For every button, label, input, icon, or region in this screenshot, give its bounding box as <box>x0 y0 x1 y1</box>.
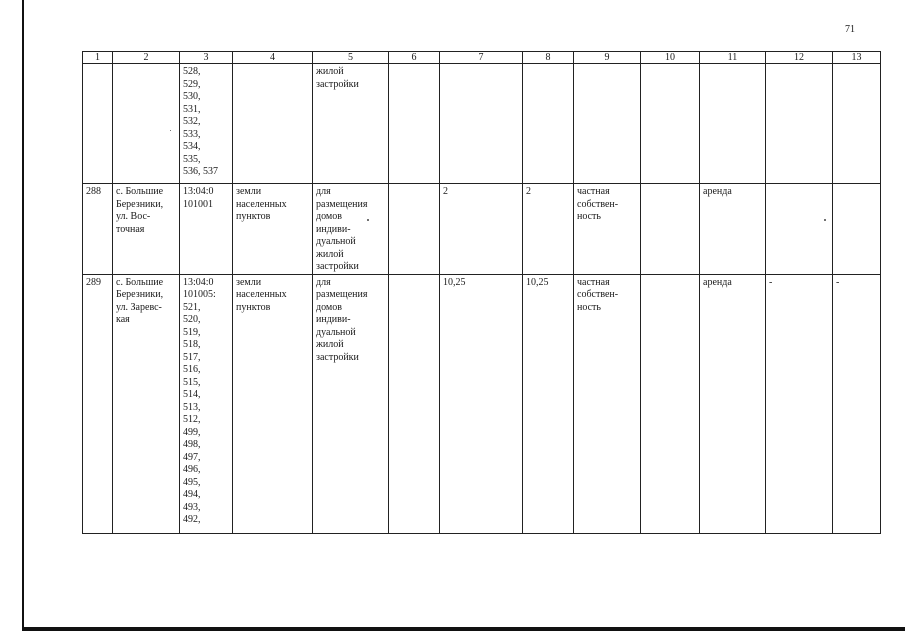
cell-text-line: пунктов <box>236 211 271 222</box>
column-number: 7 <box>440 52 523 64</box>
cell-text-line: дуальной <box>316 326 356 338</box>
table-cell <box>440 274 523 533</box>
cell-text-line: для <box>316 276 331 288</box>
cell-text-line: жилой <box>316 66 344 77</box>
table-cell <box>574 64 641 184</box>
cell-text-line: 515, <box>183 376 201 388</box>
cell-text-line: 513, <box>183 401 201 413</box>
cell-text-line: домов <box>316 211 342 222</box>
cell-text-line: собствен- <box>577 289 619 300</box>
cell-text-line: жилой <box>316 339 344 350</box>
cell-text-line: 528, <box>183 66 201 77</box>
cell-text-line: 535, <box>183 153 201 165</box>
cell-text-line: точная <box>116 223 145 235</box>
cell-text-line: индиви- <box>316 314 351 325</box>
cell-text-line: жилой <box>316 248 344 260</box>
table-cell <box>440 184 523 275</box>
table-cell <box>574 274 641 533</box>
table-cell <box>833 274 881 533</box>
cell-text-line: 532, <box>183 116 201 127</box>
cell-text-line: 512, <box>183 414 201 425</box>
cell-text-line: 517, <box>183 351 201 363</box>
cell-text-line: застройки <box>316 351 359 363</box>
table-cell <box>313 64 389 184</box>
cell-text-line: 521, <box>183 301 201 313</box>
cell-text-line: 101001 <box>183 198 213 210</box>
table-cell <box>574 184 641 275</box>
cell-text-line: 493, <box>183 501 201 513</box>
page-number: 71 <box>845 24 855 35</box>
cell-text-line: дуальной <box>316 236 356 247</box>
table-cell <box>833 184 881 275</box>
table-cell <box>83 64 113 184</box>
cell-text-line: 10,25 <box>443 276 466 288</box>
cell-text-line: - <box>769 276 773 288</box>
cell-text-line: 519, <box>183 326 201 338</box>
cell-text-line: частная <box>577 276 610 288</box>
table-cell <box>113 274 180 533</box>
cell-text-line: размещения <box>316 198 368 210</box>
cell-text-line: 536, 537 <box>183 166 218 177</box>
table-cell <box>641 184 700 275</box>
cell-text-line: с. Большие <box>116 186 164 197</box>
cell-text-line: 497, <box>183 451 201 463</box>
cell-text-line: для <box>316 186 331 197</box>
column-number: 13 <box>833 52 881 64</box>
table-cell <box>766 184 833 275</box>
cell-text-line: кая <box>116 314 130 325</box>
table-cell <box>83 274 113 533</box>
page-bottom-edge <box>22 627 905 631</box>
cell-text-line: 516, <box>183 364 201 375</box>
table-cell <box>389 184 440 275</box>
page-left-edge <box>22 0 24 630</box>
cell-text-line: 492, <box>183 514 201 525</box>
table-cell <box>233 274 313 533</box>
cell-text-line: размещения <box>316 289 368 300</box>
table-row <box>83 274 881 533</box>
cell-text-line: 533, <box>183 128 201 140</box>
cell-text-line: пунктов <box>236 301 271 313</box>
cell-text-line: населенных <box>236 289 287 300</box>
cell-text-line: аренда <box>703 186 732 197</box>
cell-text-line: 2 <box>526 186 531 197</box>
table-cell <box>180 184 233 275</box>
table-cell <box>113 64 180 184</box>
table-cell <box>83 184 113 275</box>
cell-text-line: 2 <box>443 186 448 197</box>
table-cell <box>700 274 766 533</box>
column-number: 12 <box>766 52 833 64</box>
cell-text-line: ность <box>577 301 601 313</box>
table-cell <box>833 64 881 184</box>
cell-text-line: с. Большие <box>116 276 164 288</box>
table-cell <box>113 184 180 275</box>
column-number: 1 <box>83 52 113 64</box>
cell-text-line: 101005: <box>183 289 216 300</box>
column-number: 11 <box>700 52 766 64</box>
cell-text-line: населенных <box>236 198 287 210</box>
cell-text-line: Березники, <box>116 289 164 300</box>
table-cell <box>523 184 574 275</box>
cell-text-line: застройки <box>316 261 359 272</box>
table-cell <box>523 274 574 533</box>
cell-text-line: ность <box>577 211 601 222</box>
column-number: 8 <box>523 52 574 64</box>
column-number: 3 <box>180 52 233 64</box>
cell-text-line: 288 <box>86 186 101 197</box>
column-number-row <box>83 52 881 64</box>
cell-text-line: частная <box>577 186 610 197</box>
cell-text-line: 534, <box>183 141 201 152</box>
table-cell <box>700 184 766 275</box>
cell-text-line: 499, <box>183 426 201 438</box>
table-cell <box>641 64 700 184</box>
cell-text-line: 495, <box>183 476 201 488</box>
table-cell <box>180 274 233 533</box>
cell-text-line: индиви- <box>316 223 351 235</box>
table-cell <box>766 64 833 184</box>
table-cell <box>440 64 523 184</box>
cell-text-line: 13:04:0 <box>183 186 214 197</box>
cell-text-line: домов <box>316 301 342 313</box>
cell-text-line: земли <box>236 186 262 197</box>
table-cell <box>641 274 700 533</box>
cell-text-line: 520, <box>183 314 201 325</box>
table-cell <box>389 64 440 184</box>
column-number: 4 <box>233 52 313 64</box>
cell-text-line: 518, <box>183 339 201 350</box>
table-cell <box>313 184 389 275</box>
table-cell <box>180 64 233 184</box>
table-cell <box>313 274 389 533</box>
table-row <box>83 64 881 184</box>
cell-text-line: 531, <box>183 103 201 115</box>
table-cell <box>766 274 833 533</box>
cell-text-line: земли <box>236 276 262 288</box>
cell-text-line: застройки <box>316 78 359 90</box>
table-cell <box>233 184 313 275</box>
cell-text-line: 514, <box>183 389 201 400</box>
cell-text-line: 498, <box>183 439 201 450</box>
column-number: 2 <box>113 52 180 64</box>
cell-text-line: 494, <box>183 489 201 500</box>
column-number: 10 <box>641 52 700 64</box>
cell-text-line: 10,25 <box>526 276 549 288</box>
cell-text-line: 496, <box>183 464 201 475</box>
cell-text-line: ул. Вос- <box>116 211 151 222</box>
cell-text-line: 289 <box>86 276 101 288</box>
column-number: 6 <box>389 52 440 64</box>
table-row <box>83 184 881 275</box>
cell-text-line: собствен- <box>577 198 619 210</box>
cell-text-line: ул. Заревс- <box>116 301 162 313</box>
cell-text-line: 530, <box>183 91 201 102</box>
cell-text-line: 13:04:0 <box>183 276 214 288</box>
cell-text-line: аренда <box>703 276 732 288</box>
column-number: 5 <box>313 52 389 64</box>
column-number: 9 <box>574 52 641 64</box>
land-register-table <box>82 51 881 534</box>
table-cell <box>523 64 574 184</box>
table-cell <box>700 64 766 184</box>
cell-text-line: - <box>836 276 840 288</box>
table-cell <box>233 64 313 184</box>
table-cell <box>389 274 440 533</box>
cell-text-line: 529, <box>183 78 201 90</box>
cell-text-line: Березники, <box>116 198 164 210</box>
